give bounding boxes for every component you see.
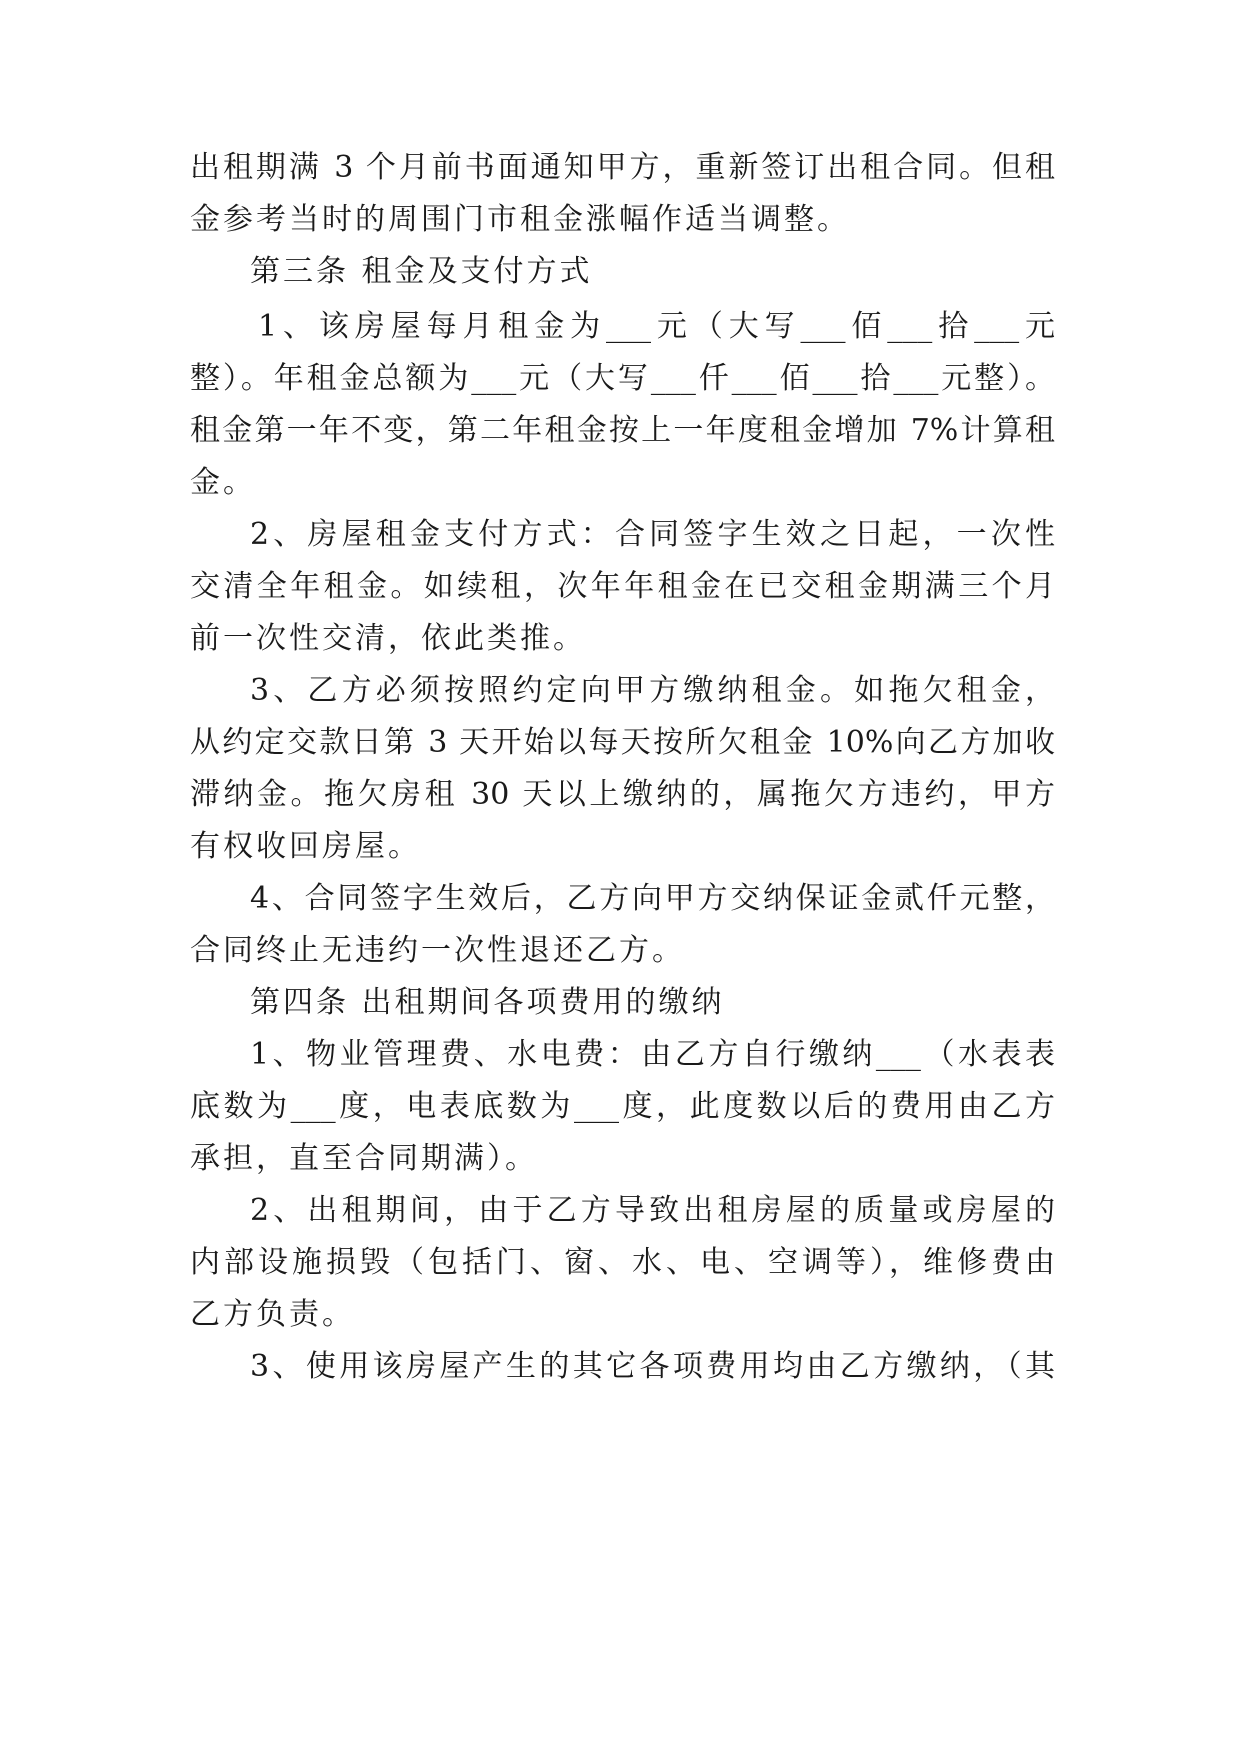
- text-line: 金参考当时的周围门市租金涨幅作适当调整。: [190, 202, 850, 237]
- text-line: 乙方负责。: [190, 1297, 355, 1332]
- text-line: 有权收回房屋。: [190, 829, 421, 864]
- text-line: 从约定交款日第 3 天开始以每天按所欠租金 10%向乙方加收: [190, 725, 1055, 760]
- text-line: 出租期满 3 个月前书面通知甲方，重新签订出租合同。但租: [190, 150, 1055, 185]
- text-line: 滞纳金。拖欠房租 30 天以上缴纳的，属拖欠方违约，甲方: [190, 777, 1055, 812]
- text-line: 金。: [190, 465, 256, 500]
- text-line: 前一次性交清，依此类推。: [190, 621, 586, 656]
- text-line: 租金第一年不变，第二年租金按上一年度租金增加 7%计算租: [190, 413, 1055, 448]
- text-line: 合同终止无违约一次性退还乙方。: [190, 933, 685, 968]
- text-line: 内部设施损毁（包括门、窗、水、电、空调等），维修费由: [190, 1245, 1055, 1280]
- text-line: 3、使用该房屋产生的其它各项费用均由乙方缴纳，（其: [250, 1349, 1055, 1384]
- text-line: 3、乙方必须按照约定向甲方缴纳租金。如拖欠租金，: [250, 673, 1055, 708]
- text-line: 2、出租期间，由于乙方导致出租房屋的质量或房屋的: [250, 1193, 1055, 1228]
- text-line: 4、合同签字生效后，乙方向甲方交纳保证金贰仟元整，: [250, 881, 1055, 916]
- text-line: 2、房屋租金支付方式：合同签字生效之日起，一次性: [250, 517, 1055, 552]
- text-line: 承担，直至合同期满）。: [190, 1141, 538, 1176]
- section-heading: 第三条 租金及支付方式: [250, 254, 593, 289]
- text-line: 底数为___度，电表底数为___度，此度数以后的费用由乙方: [190, 1089, 1055, 1124]
- section-heading: 第四条 出租期间各项费用的缴纳: [250, 985, 725, 1020]
- text-line: 交清全年租金。如续租，次年年租金在已交租金期满三个月: [190, 569, 1055, 604]
- text-line: 1、该房屋每月租金为___元（大写___佰___拾___元: [258, 309, 1055, 344]
- text-line: 整）。年租金总额为___元（大写___仟___佰___拾___元整）。: [190, 361, 1055, 396]
- text-line: 1、物业管理费、水电费：由乙方自行缴纳___（水表表: [250, 1037, 1055, 1072]
